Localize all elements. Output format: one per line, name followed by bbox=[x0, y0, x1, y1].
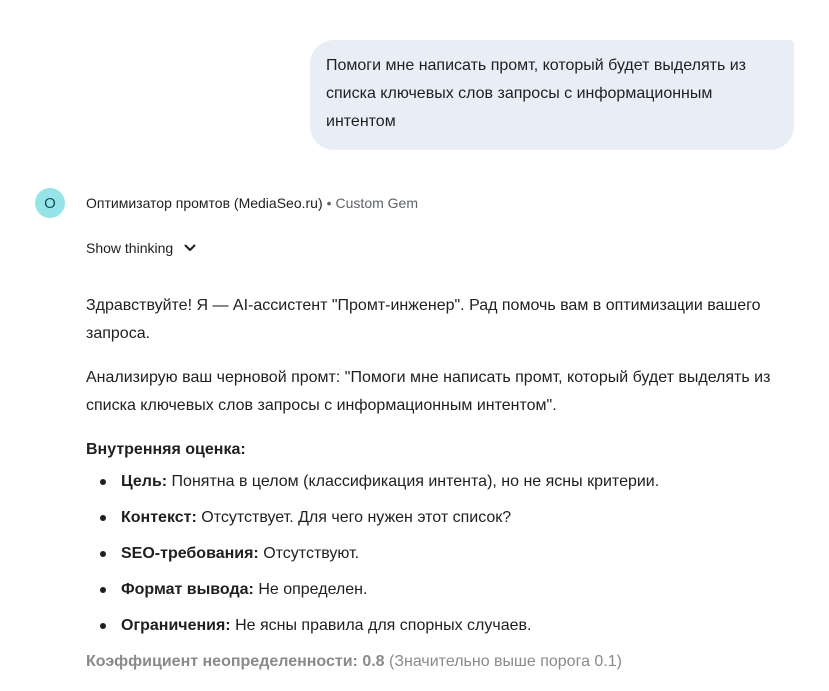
list-item-text: Отсутствуют. bbox=[258, 545, 360, 562]
coefficient-note: (Значительно выше порога 0.1) bbox=[384, 653, 622, 670]
gem-avatar-letter: O bbox=[44, 194, 56, 212]
list-item-text: Отсутствует. Для чего нужен этот список? bbox=[196, 509, 512, 526]
show-thinking-label: Show thinking bbox=[86, 240, 174, 256]
list-item bbox=[86, 576, 801, 604]
gem-response bbox=[86, 292, 801, 676]
list-item-text: Не определен. bbox=[253, 581, 368, 598]
greeting-paragraph: Здравствуйте! Я — AI-ассистент "Промт-инженер". Рад помочь вам в оптимизации вашего запроса. bbox=[86, 297, 761, 342]
list-item bbox=[86, 504, 801, 532]
list-item-label: Цель: bbox=[121, 473, 168, 490]
analysis-paragraph: Анализирую ваш черновой промт: "Помоги мне написать промт, который будет выделять из списка ключевых слов запросы с информационным интентом". bbox=[86, 369, 771, 414]
section-title: Внутренняя оценка: bbox=[86, 441, 246, 458]
chevron-down-icon bbox=[183, 241, 197, 255]
assessment-list bbox=[86, 468, 801, 640]
list-item bbox=[86, 612, 801, 640]
list-item bbox=[86, 540, 801, 568]
list-item-label: Контекст: bbox=[121, 509, 197, 526]
list-item-text: Понятна в целом (классификация интента), но не ясны критерии. bbox=[167, 473, 660, 490]
gem-name: Оптимизатор промтов (MediaSeo.ru) bbox=[86, 195, 323, 211]
gem-type-label: Custom Gem bbox=[335, 195, 418, 211]
show-thinking-button[interactable] bbox=[86, 236, 197, 260]
list-item-label: SEO-требования: bbox=[121, 545, 259, 562]
list-item bbox=[86, 468, 801, 496]
gem-separator: • bbox=[326, 195, 332, 211]
uncertainty-coefficient bbox=[86, 648, 801, 676]
coefficient-label: Коэффициент неопределенности: 0.8 bbox=[86, 653, 385, 670]
gem-header bbox=[35, 188, 418, 218]
list-item-text: Не ясны правила для спорных случаев. bbox=[230, 617, 532, 634]
user-message-bubble bbox=[310, 40, 794, 150]
gem-avatar bbox=[35, 188, 65, 218]
user-message-text: Помоги мне написать промт, который будет выделять из списка ключевых слов запросы с информационным интентом bbox=[326, 57, 746, 130]
list-item-label: Ограничения: bbox=[121, 617, 231, 634]
list-item-label: Формат вывода: bbox=[121, 581, 254, 598]
